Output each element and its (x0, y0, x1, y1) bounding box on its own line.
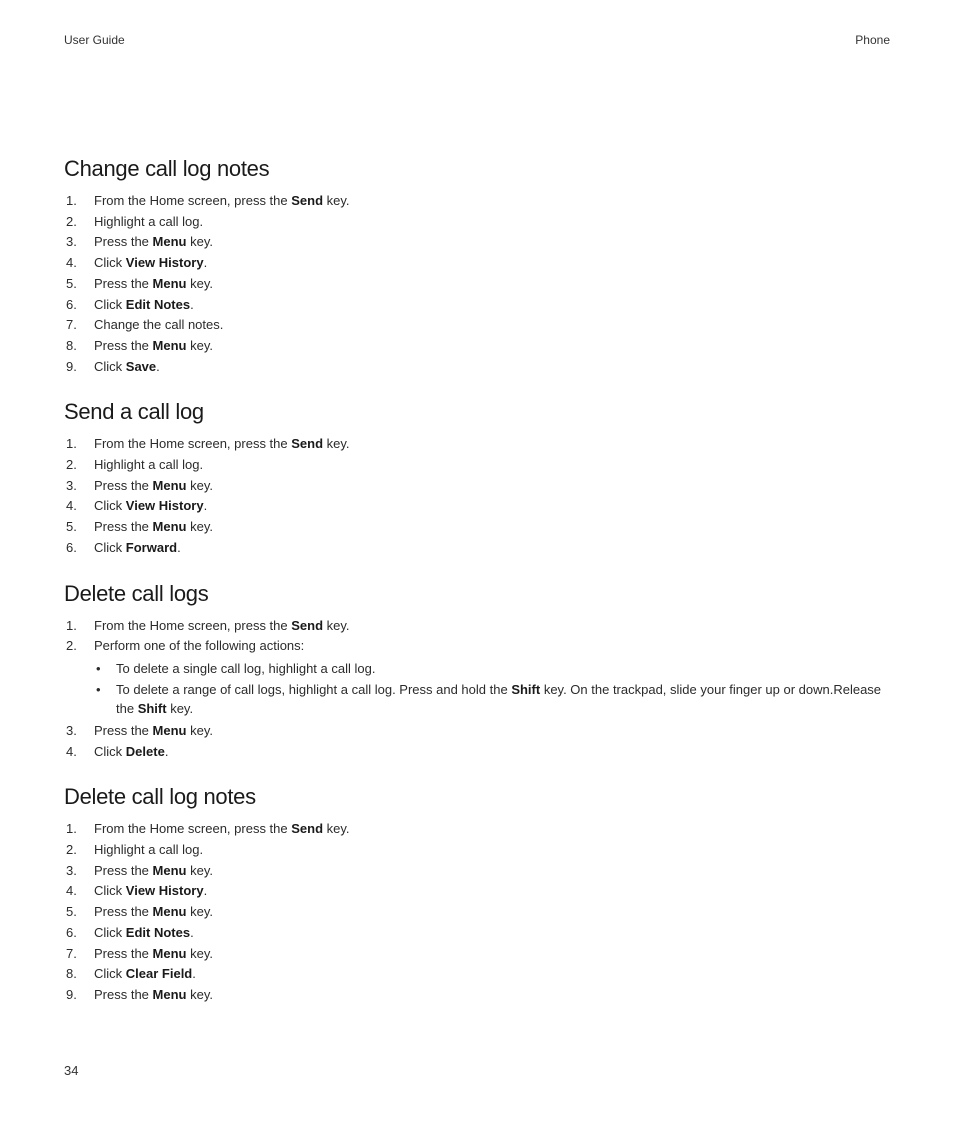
ui-term: Menu (152, 519, 187, 535)
step-item (64, 985, 890, 1006)
ui-term: Menu (152, 234, 187, 250)
step-number: 2. (66, 842, 77, 858)
step-number: 5. (66, 519, 77, 535)
step-number: 1. (66, 193, 77, 208)
ui-term: Send (291, 821, 324, 837)
step-text: Click (94, 883, 126, 899)
step-text: Perform one of the following actions: (94, 638, 305, 654)
step-number: 3. (66, 862, 77, 878)
sub-action-item (94, 680, 890, 718)
step-item (64, 944, 890, 965)
ui-term: Clear Field (125, 966, 193, 982)
step-text: Press the (94, 722, 153, 738)
step-text: Click (94, 358, 126, 374)
step-number: 4. (66, 883, 77, 899)
step-text: key. (186, 337, 213, 353)
section-heading: Change call log notes (64, 156, 270, 181)
step-text: Press the (94, 519, 153, 535)
step-item (64, 923, 890, 944)
step-item (64, 253, 890, 274)
step-item (64, 295, 890, 316)
step-text: Press the (94, 945, 153, 961)
step-text: Press the (94, 986, 153, 1002)
step-text: From the Home screen, press the (94, 821, 292, 837)
step-number: 3. (66, 234, 77, 250)
section-send-a-call-log (64, 397, 890, 558)
step-item (64, 336, 890, 357)
step-text: . (164, 743, 169, 759)
step-number: 5. (66, 904, 77, 920)
section-heading: Delete call log notes (64, 784, 256, 810)
step-text: Press the (94, 477, 153, 493)
step-text: Press the (94, 337, 153, 353)
section-heading: Send a call log (64, 399, 204, 425)
step-text: Highlight a call log. (94, 842, 204, 858)
step-number: 2. (66, 638, 77, 654)
step-text: To delete a range of call logs, highlight a call log. Press and hold the (116, 681, 512, 697)
step-number: 9. (66, 986, 77, 1002)
step-text: Click (94, 743, 126, 759)
ui-term: Menu (152, 862, 187, 878)
step-text: key. (323, 193, 350, 208)
step-text: Click (94, 539, 126, 555)
step-number: 7. (66, 317, 77, 333)
ui-term: View History (125, 883, 204, 899)
bullet-icon: • (96, 660, 101, 676)
step-text: Highlight a call log. (94, 457, 204, 473)
step-text: key. (186, 477, 213, 493)
step-text: Click (94, 498, 126, 514)
section-change-call-log-notes (64, 154, 890, 377)
section-delete-call-log-notes (64, 782, 890, 1005)
step-text: From the Home screen, press the (94, 617, 292, 633)
ui-term: Save (125, 358, 157, 374)
step-text: key. (186, 722, 213, 738)
ui-term: Edit Notes (125, 924, 191, 940)
step-item (64, 191, 890, 212)
step-text: . (190, 924, 194, 940)
ui-term: Send (291, 193, 324, 208)
ui-term: Forward (125, 539, 178, 555)
step-text: key. (186, 904, 213, 920)
step-text: key. (186, 234, 213, 250)
page-number: 34 (64, 1063, 79, 1078)
step-number: 4. (66, 743, 77, 759)
step-text: . (203, 498, 208, 514)
ui-term: Menu (152, 722, 187, 738)
step-item (64, 274, 890, 295)
step-item (64, 476, 890, 497)
section-delete-call-logs (64, 579, 890, 763)
step-number: 2. (66, 213, 77, 229)
step-text: Click (94, 924, 126, 940)
step-text: key. On the trackpad, slide your finger up or down.Release the (116, 681, 882, 716)
step-text: key. (323, 617, 350, 633)
step-item (64, 538, 890, 559)
step-list (64, 191, 890, 377)
step-text: From the Home screen, press the (94, 193, 292, 208)
step-text: key. (323, 436, 350, 452)
step-list (64, 616, 890, 763)
step-number: 6. (66, 924, 77, 940)
ui-term: Shift (137, 700, 167, 716)
step-item (64, 861, 890, 882)
step-text: . (156, 358, 160, 374)
document-body (64, 154, 890, 1026)
ui-term: Menu (152, 986, 187, 1002)
step-text: key. (186, 862, 213, 878)
step-item (64, 964, 890, 985)
step-text: key. (186, 986, 213, 1002)
ui-term: Menu (152, 945, 187, 961)
step-item (64, 819, 890, 840)
step-text: Click (94, 296, 126, 312)
step-item (64, 315, 890, 336)
step-list (64, 434, 890, 558)
ui-term: Edit Notes (125, 296, 191, 312)
ui-term: Menu (152, 337, 187, 353)
step-text: To delete a single call log, highlight a call log. (116, 660, 376, 676)
step-number: 1. (66, 821, 77, 837)
step-item (64, 434, 890, 455)
step-number: 4. (66, 498, 77, 514)
step-item (64, 212, 890, 233)
step-item (64, 902, 890, 923)
step-text: . (190, 296, 194, 312)
step-number: 8. (66, 337, 77, 353)
step-text: Change the call notes. (94, 317, 224, 333)
step-text: key. (166, 700, 194, 716)
step-item (64, 721, 890, 742)
bullet-icon: • (96, 681, 101, 697)
step-item (64, 636, 890, 718)
ui-term: Menu (152, 275, 187, 291)
running-header-section: Phone (855, 33, 890, 47)
step-item (64, 742, 890, 763)
ui-term: Send (291, 617, 324, 633)
ui-term: Shift (511, 681, 541, 697)
step-number: 9. (66, 358, 77, 374)
step-number: 7. (66, 945, 77, 961)
step-text: . (203, 255, 208, 271)
step-item (64, 357, 890, 378)
ui-term: View History (125, 498, 204, 514)
step-number: 3. (66, 477, 77, 493)
sub-action-item (94, 659, 890, 678)
running-header-title: User Guide (64, 33, 125, 47)
step-number: 1. (66, 436, 77, 452)
section-heading: Delete call logs (64, 580, 209, 606)
step-list (64, 819, 890, 1005)
step-text: key. (186, 945, 213, 961)
step-item (64, 616, 890, 637)
step-text: key. (186, 519, 213, 535)
step-text: Press the (94, 862, 153, 878)
ui-term: Menu (152, 477, 187, 493)
step-text: key. (323, 821, 350, 837)
ui-term: Menu (152, 904, 187, 920)
ui-term: Send (291, 436, 324, 452)
step-item (64, 455, 890, 476)
step-text: Click (94, 966, 126, 982)
step-number: 6. (66, 539, 77, 555)
step-item (64, 881, 890, 902)
ui-term: View History (125, 255, 204, 271)
ui-term: Delete (125, 743, 165, 759)
step-number: 4. (66, 255, 77, 271)
step-number: 3. (66, 722, 77, 738)
step-item (64, 840, 890, 861)
step-item (64, 496, 890, 517)
step-text: . (177, 539, 181, 555)
step-text: Press the (94, 234, 153, 250)
step-text: Press the (94, 275, 153, 291)
step-text: Click (94, 255, 126, 271)
step-text: Highlight a call log. (94, 213, 204, 229)
step-item (64, 517, 890, 538)
step-number: 5. (66, 275, 77, 291)
step-item (64, 232, 890, 253)
sub-action-list (94, 659, 890, 718)
step-text: From the Home screen, press the (94, 436, 292, 452)
step-number: 2. (66, 457, 77, 473)
step-text: . (192, 966, 196, 982)
step-text: . (203, 883, 208, 899)
step-number: 8. (66, 966, 77, 982)
step-number: 1. (66, 617, 77, 633)
step-number: 6. (66, 296, 77, 312)
step-text: key. (186, 275, 213, 291)
step-text: Press the (94, 904, 153, 920)
